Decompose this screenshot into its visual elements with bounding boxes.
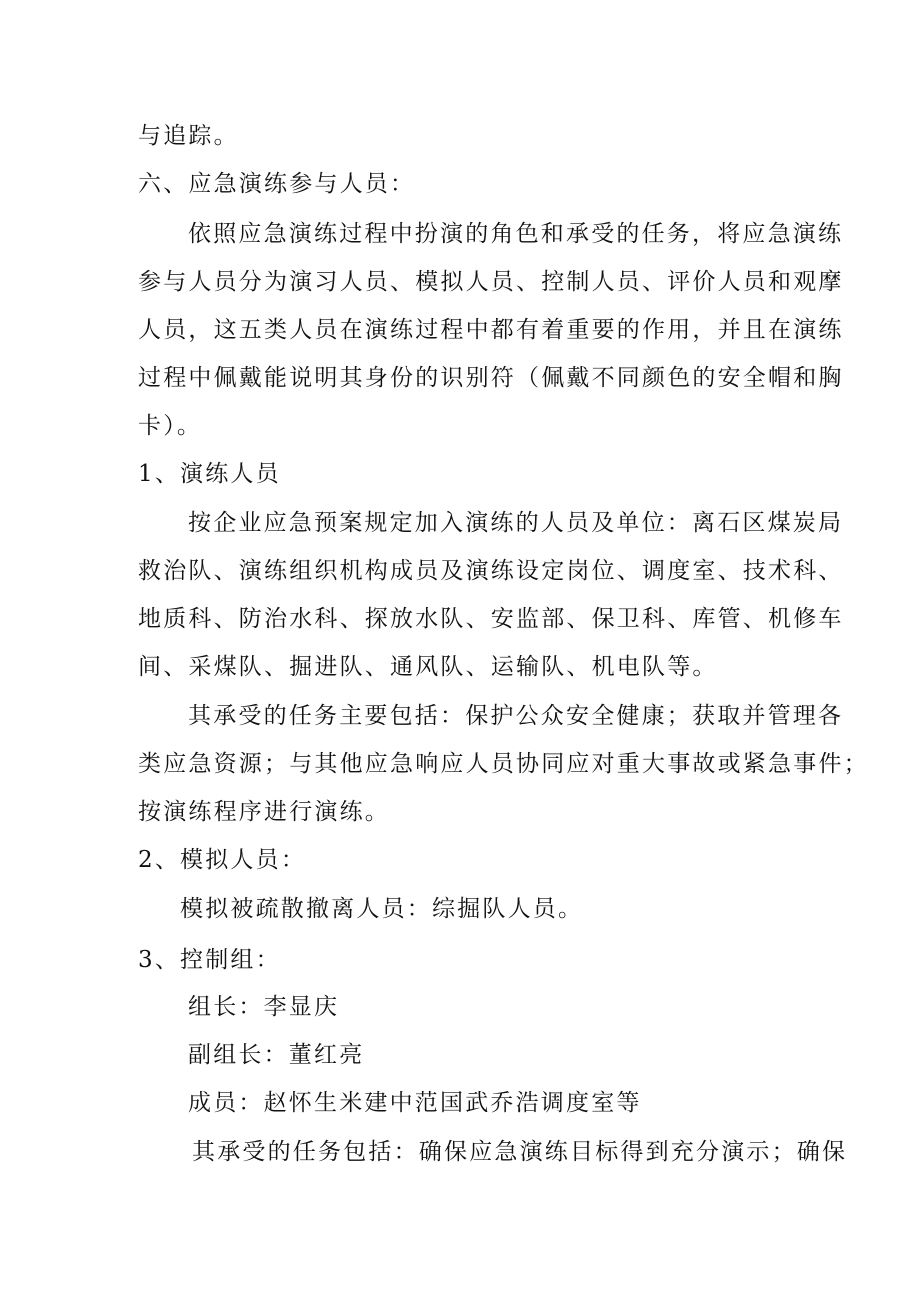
team-members: 成员：赵怀生米建中范国武乔浩调度室等 <box>188 1090 642 1116</box>
paragraph-line: 类应急资源；与其他应急响应人员协同应对重大事故或紧急事件； <box>138 751 869 777</box>
paragraph-line: 按企业应急预案规定加入演练的人员及单位：离石区煤炭局 <box>188 510 844 536</box>
paragraph-line: 人员，这五类人员在演练过程中都有着重要的作用，并且在演练 <box>138 317 844 343</box>
paragraph-line: 间、采煤队、掘进队、通风队、运输队、机电队等。 <box>138 654 718 680</box>
paragraph-line: 参与人员分为演习人员、模拟人员、控制人员、评价人员和观摩 <box>138 269 844 295</box>
paragraph-line: 过程中佩戴能说明其身份的识别符（佩戴不同颜色的安全帽和胸 <box>138 365 844 391</box>
section-heading: 六、应急演练参与人员： <box>138 171 416 197</box>
subsection-heading: 3、控制组： <box>138 947 281 973</box>
text-line: 与追踪。 <box>138 123 239 149</box>
paragraph-line: 地质科、防治水科、探放水队、安监部、保卫科、库管、机修车 <box>138 606 844 632</box>
paragraph-line: 模拟被疏散撤离人员：综掘队人员。 <box>180 896 584 922</box>
paragraph-line: 救治队、演练组织机构成员及演练设定岗位、调度室、技术科、 <box>138 558 844 584</box>
subsection-heading: 2、模拟人员： <box>138 847 307 873</box>
subsection-heading: 1、演练人员 <box>138 461 281 487</box>
paragraph-line: 其承受的任务包括：确保应急演练目标得到充分演示；确保 <box>192 1139 848 1165</box>
paragraph-line: 按演练程序进行演练。 <box>138 799 390 825</box>
paragraph-line: 卡）。 <box>138 413 203 439</box>
team-leader: 组长：李显庆 <box>188 994 340 1020</box>
paragraph-line: 其承受的任务主要包括：保护公众安全健康；获取并管理各 <box>188 703 844 729</box>
paragraph-line: 依照应急演练过程中扮演的角色和承受的任务，将应急演练 <box>188 221 844 247</box>
deputy-leader: 副组长：董红亮 <box>188 1042 365 1068</box>
